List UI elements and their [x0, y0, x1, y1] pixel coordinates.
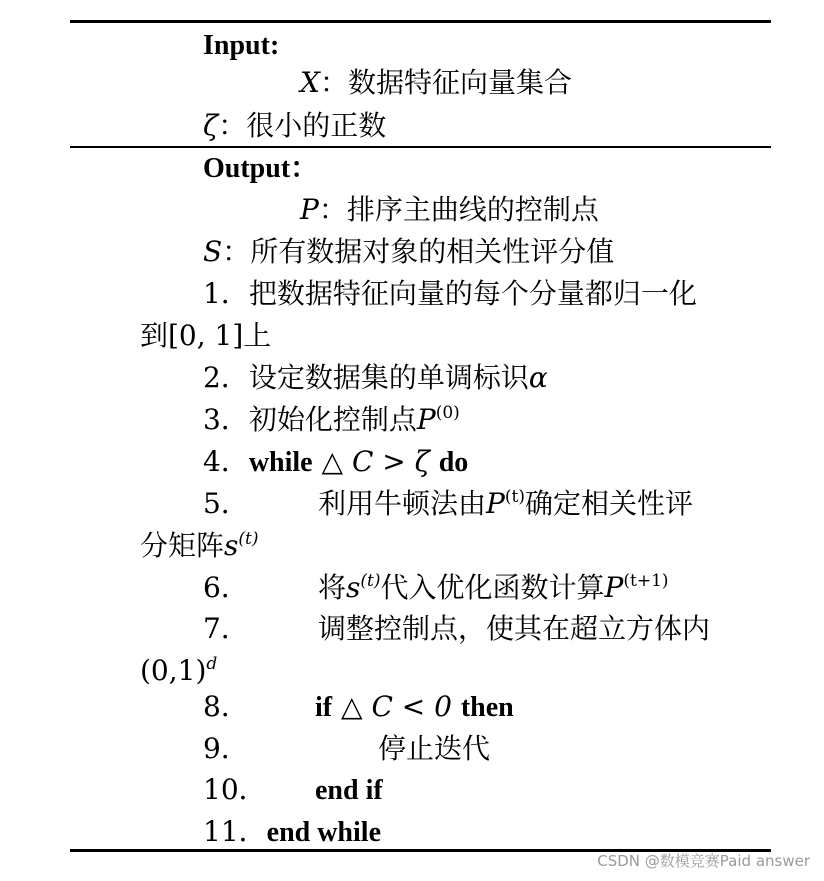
var-p: P — [300, 193, 319, 226]
input-zeta-line: ζ：很小的正数 — [203, 109, 387, 142]
step-7-cont: $(0,1)^d$ — [140, 654, 218, 687]
step-2: 2．设定数据集的单调标识α — [203, 361, 548, 394]
input-label: Input: — [203, 30, 280, 61]
step-8-body: if △ C < 0 then — [315, 690, 514, 723]
output-label: Output： — [203, 153, 319, 184]
step-9: 9． — [203, 732, 249, 765]
step-7-body: 调整控制点，使其在超立方体内 — [318, 612, 711, 645]
step-7: 7． — [203, 612, 249, 645]
csdn-watermark: CSDN @数模竞赛Paid answer — [597, 852, 810, 870]
top-rule — [70, 20, 771, 23]
step-5-cont: 分矩阵$s^{(t)}$ — [140, 529, 259, 562]
step-6: 6． — [203, 571, 249, 604]
output-p-line: P：排序主曲线的控制点 — [300, 193, 599, 226]
step-4: 4．while △ C > ζ do — [203, 445, 469, 478]
step-10: 10． — [203, 773, 267, 806]
mid-rule — [70, 146, 771, 148]
step-10-body: end if — [315, 775, 383, 806]
step-11: 11．end while — [203, 815, 381, 848]
step-3: 3．初始化控制点$P^{(0)}$ — [203, 403, 460, 436]
step-8: 8． — [203, 690, 249, 723]
var-s: S — [203, 235, 223, 268]
step-5: 5． — [203, 487, 249, 520]
output-s-line: S：所有数据对象的相关性评分值 — [203, 235, 615, 268]
step-1-cont: 到[0, 1]上 — [140, 319, 272, 352]
step-9-body: 停止迭代 — [378, 732, 491, 765]
var-zeta: ζ — [203, 109, 219, 142]
step-6-body: 将$s^{(t)}$代入优化函数计算$P^{(t+1)}$ — [318, 571, 669, 604]
var-x: X — [300, 66, 320, 99]
step-5-body: 利用牛顿法由$P^{(t)}$确定相关性评 — [318, 487, 693, 520]
step-1: 1．把数据特征向量的每个分量都归一化 — [203, 277, 697, 310]
input-x-line: X：数据特征向量集合 — [300, 66, 572, 99]
